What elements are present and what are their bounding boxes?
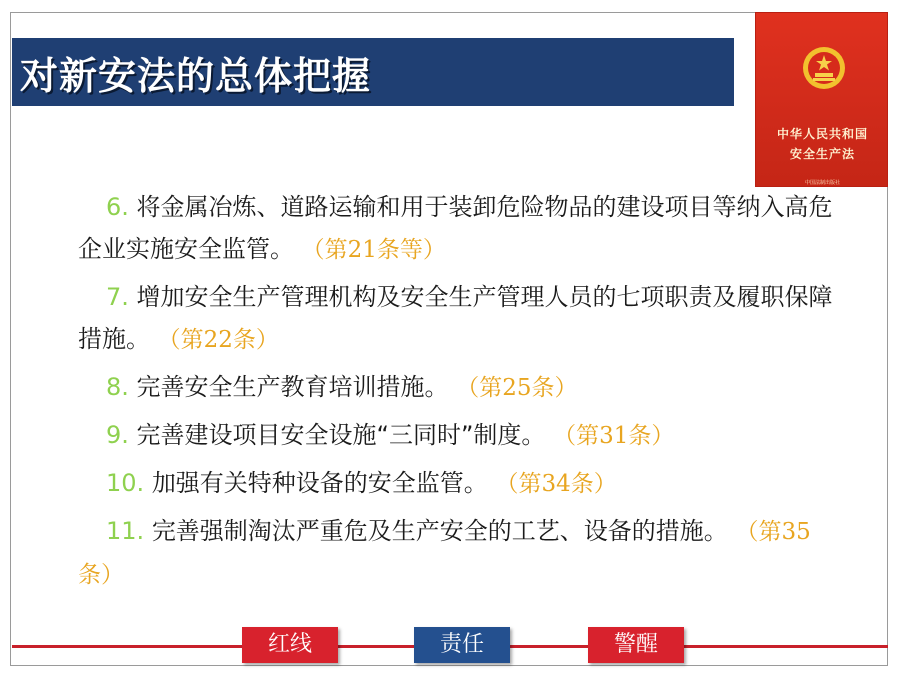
item-reference: （第25条）: [456, 375, 578, 401]
law-book-cover: [755, 12, 888, 187]
item-text: 增加安全生产管理机构及安全生产管理人员的七项职责及履职保障措施。: [78, 283, 833, 353]
item-reference: （第22条）: [157, 327, 279, 353]
item-text: 将金属冶炼、道路运输和用于装卸危险物品的建设项目等纳入高危企业实施安全监管。: [78, 193, 833, 263]
slide-title: 对新安法的总体把握: [20, 53, 372, 98]
list-item: [78, 276, 838, 361]
title-bar: [12, 38, 734, 106]
list-item: [78, 366, 838, 409]
item-reference: （第35条）: [78, 519, 811, 588]
item-reference: （第21条等）: [301, 237, 446, 263]
responsibility-button[interactable]: 责任: [414, 627, 510, 663]
item-number: 6.: [106, 193, 129, 221]
book-title-line2: 安全生产法: [789, 147, 855, 161]
item-text: 加强有关特种设备的安全监管。: [151, 469, 488, 497]
item-text: 完善强制淘汰严重危及生产安全的工艺、设备的措施。: [151, 517, 728, 545]
item-list: [78, 186, 838, 601]
item-number: 11.: [106, 517, 145, 545]
list-item: [78, 462, 838, 505]
item-number: 9.: [106, 421, 129, 449]
list-item: [78, 414, 838, 457]
item-reference: （第34条）: [495, 471, 617, 497]
item-text: 完善安全生产教育培训措施。: [136, 373, 449, 401]
item-number: 7.: [106, 283, 129, 311]
book-publisher: 中国法制出版社: [804, 180, 840, 186]
list-item: [78, 186, 838, 271]
item-text: 完善建设项目安全设施“三同时”制度。: [136, 421, 546, 449]
item-number: 10.: [106, 469, 145, 497]
alert-button[interactable]: 警醒: [588, 627, 684, 663]
item-number: 8.: [106, 373, 129, 401]
book-title-line1: 中华人民共和国: [776, 127, 868, 141]
national-emblem-icon: [801, 45, 847, 91]
item-reference: （第31条）: [553, 423, 675, 449]
list-item: [78, 510, 838, 596]
red-line-button[interactable]: 红线: [242, 627, 338, 663]
